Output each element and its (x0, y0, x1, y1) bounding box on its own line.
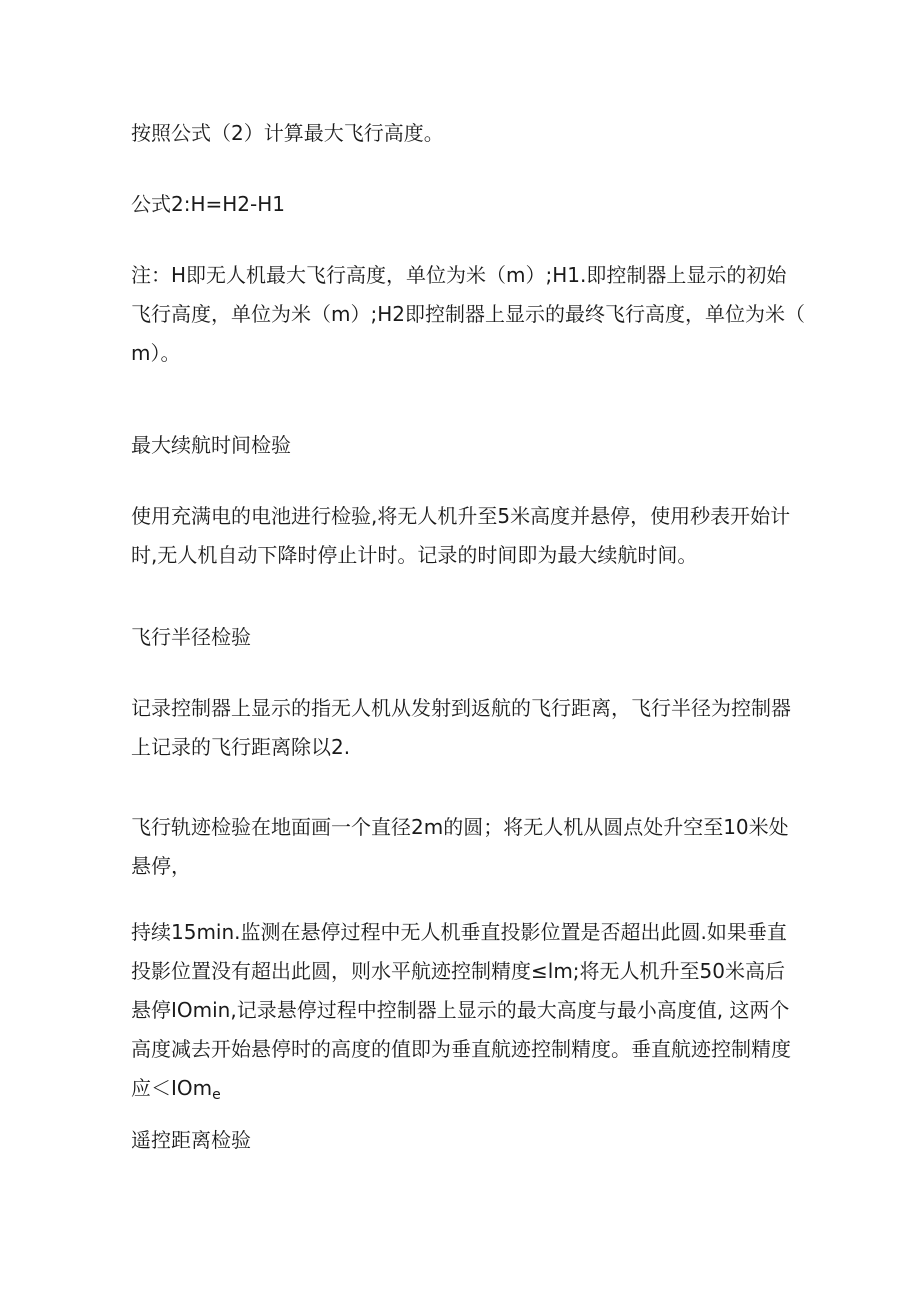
heading-radius (131, 618, 793, 657)
text-line: 飞行轨迹检验在地面画一个直径2m的圆；将无人机从圆点处升空至10米处 (131, 815, 789, 839)
text-line: 按照公式（2）计算最大飞行高度。 (131, 121, 444, 145)
text-line: 记录控制器上显示的指无人机从发射到返航的飞行距离，飞行半径为控制器 (131, 696, 791, 720)
text-line: 飞行高度，单位为米（m）;H2即控制器上显示的最终飞行高度，单位为米（ (131, 302, 805, 326)
paragraph-hover (131, 913, 793, 1108)
paragraph-radius (131, 689, 793, 767)
section-heading: 遥控距离检验 (131, 1128, 251, 1152)
text-line: 悬停IOmin,记录悬停过程中控制器上显示的最大高度与最小高度值, 这两个 (131, 998, 790, 1022)
paragraph-track (131, 808, 793, 886)
text-line: 投影位置没有超出此圆，则水平航迹控制精度≤lm;将无人机升至50米高后 (131, 959, 785, 983)
text-line: 高度减去开始悬停时的高度的值即为垂直航迹控制精度。垂直航迹控制精度 (131, 1037, 791, 1061)
formula-text: 公式2:H=H2-H1 (131, 192, 286, 216)
text-line: 悬停， (131, 854, 191, 878)
paragraph-endurance (131, 497, 793, 575)
text-line: 时,无人机自动下降时停止计时。记录的时间即为最大续航时间。 (131, 543, 698, 567)
text-line: 持续15min.监测在悬停过程中无人机垂直投影位置是否超出此圆.如果垂直 (131, 920, 787, 944)
paragraph-note (131, 256, 805, 373)
text-line: m）。 (131, 341, 181, 365)
section-heading: 飞行半径检验 (131, 625, 251, 649)
heading-endurance (131, 426, 793, 465)
text-line: 注：H即无人机最大飞行高度，单位为米（m）;H1.即控制器上显示的初始 (131, 263, 787, 287)
text-line: 使用充满电的电池进行检验,将无人机升至5米高度并悬停，使用秒表开始计 (131, 504, 791, 528)
text-subscript: e (212, 1087, 221, 1103)
paragraph-formula-intro (131, 114, 793, 153)
text-line-last (131, 1069, 793, 1108)
paragraph-formula (131, 185, 793, 224)
text-main: 应＜IOm (131, 1076, 213, 1100)
text-line: 上记录的飞行距离除以2. (131, 735, 351, 759)
heading-remote (131, 1121, 793, 1160)
section-heading: 最大续航时间检验 (131, 433, 291, 457)
